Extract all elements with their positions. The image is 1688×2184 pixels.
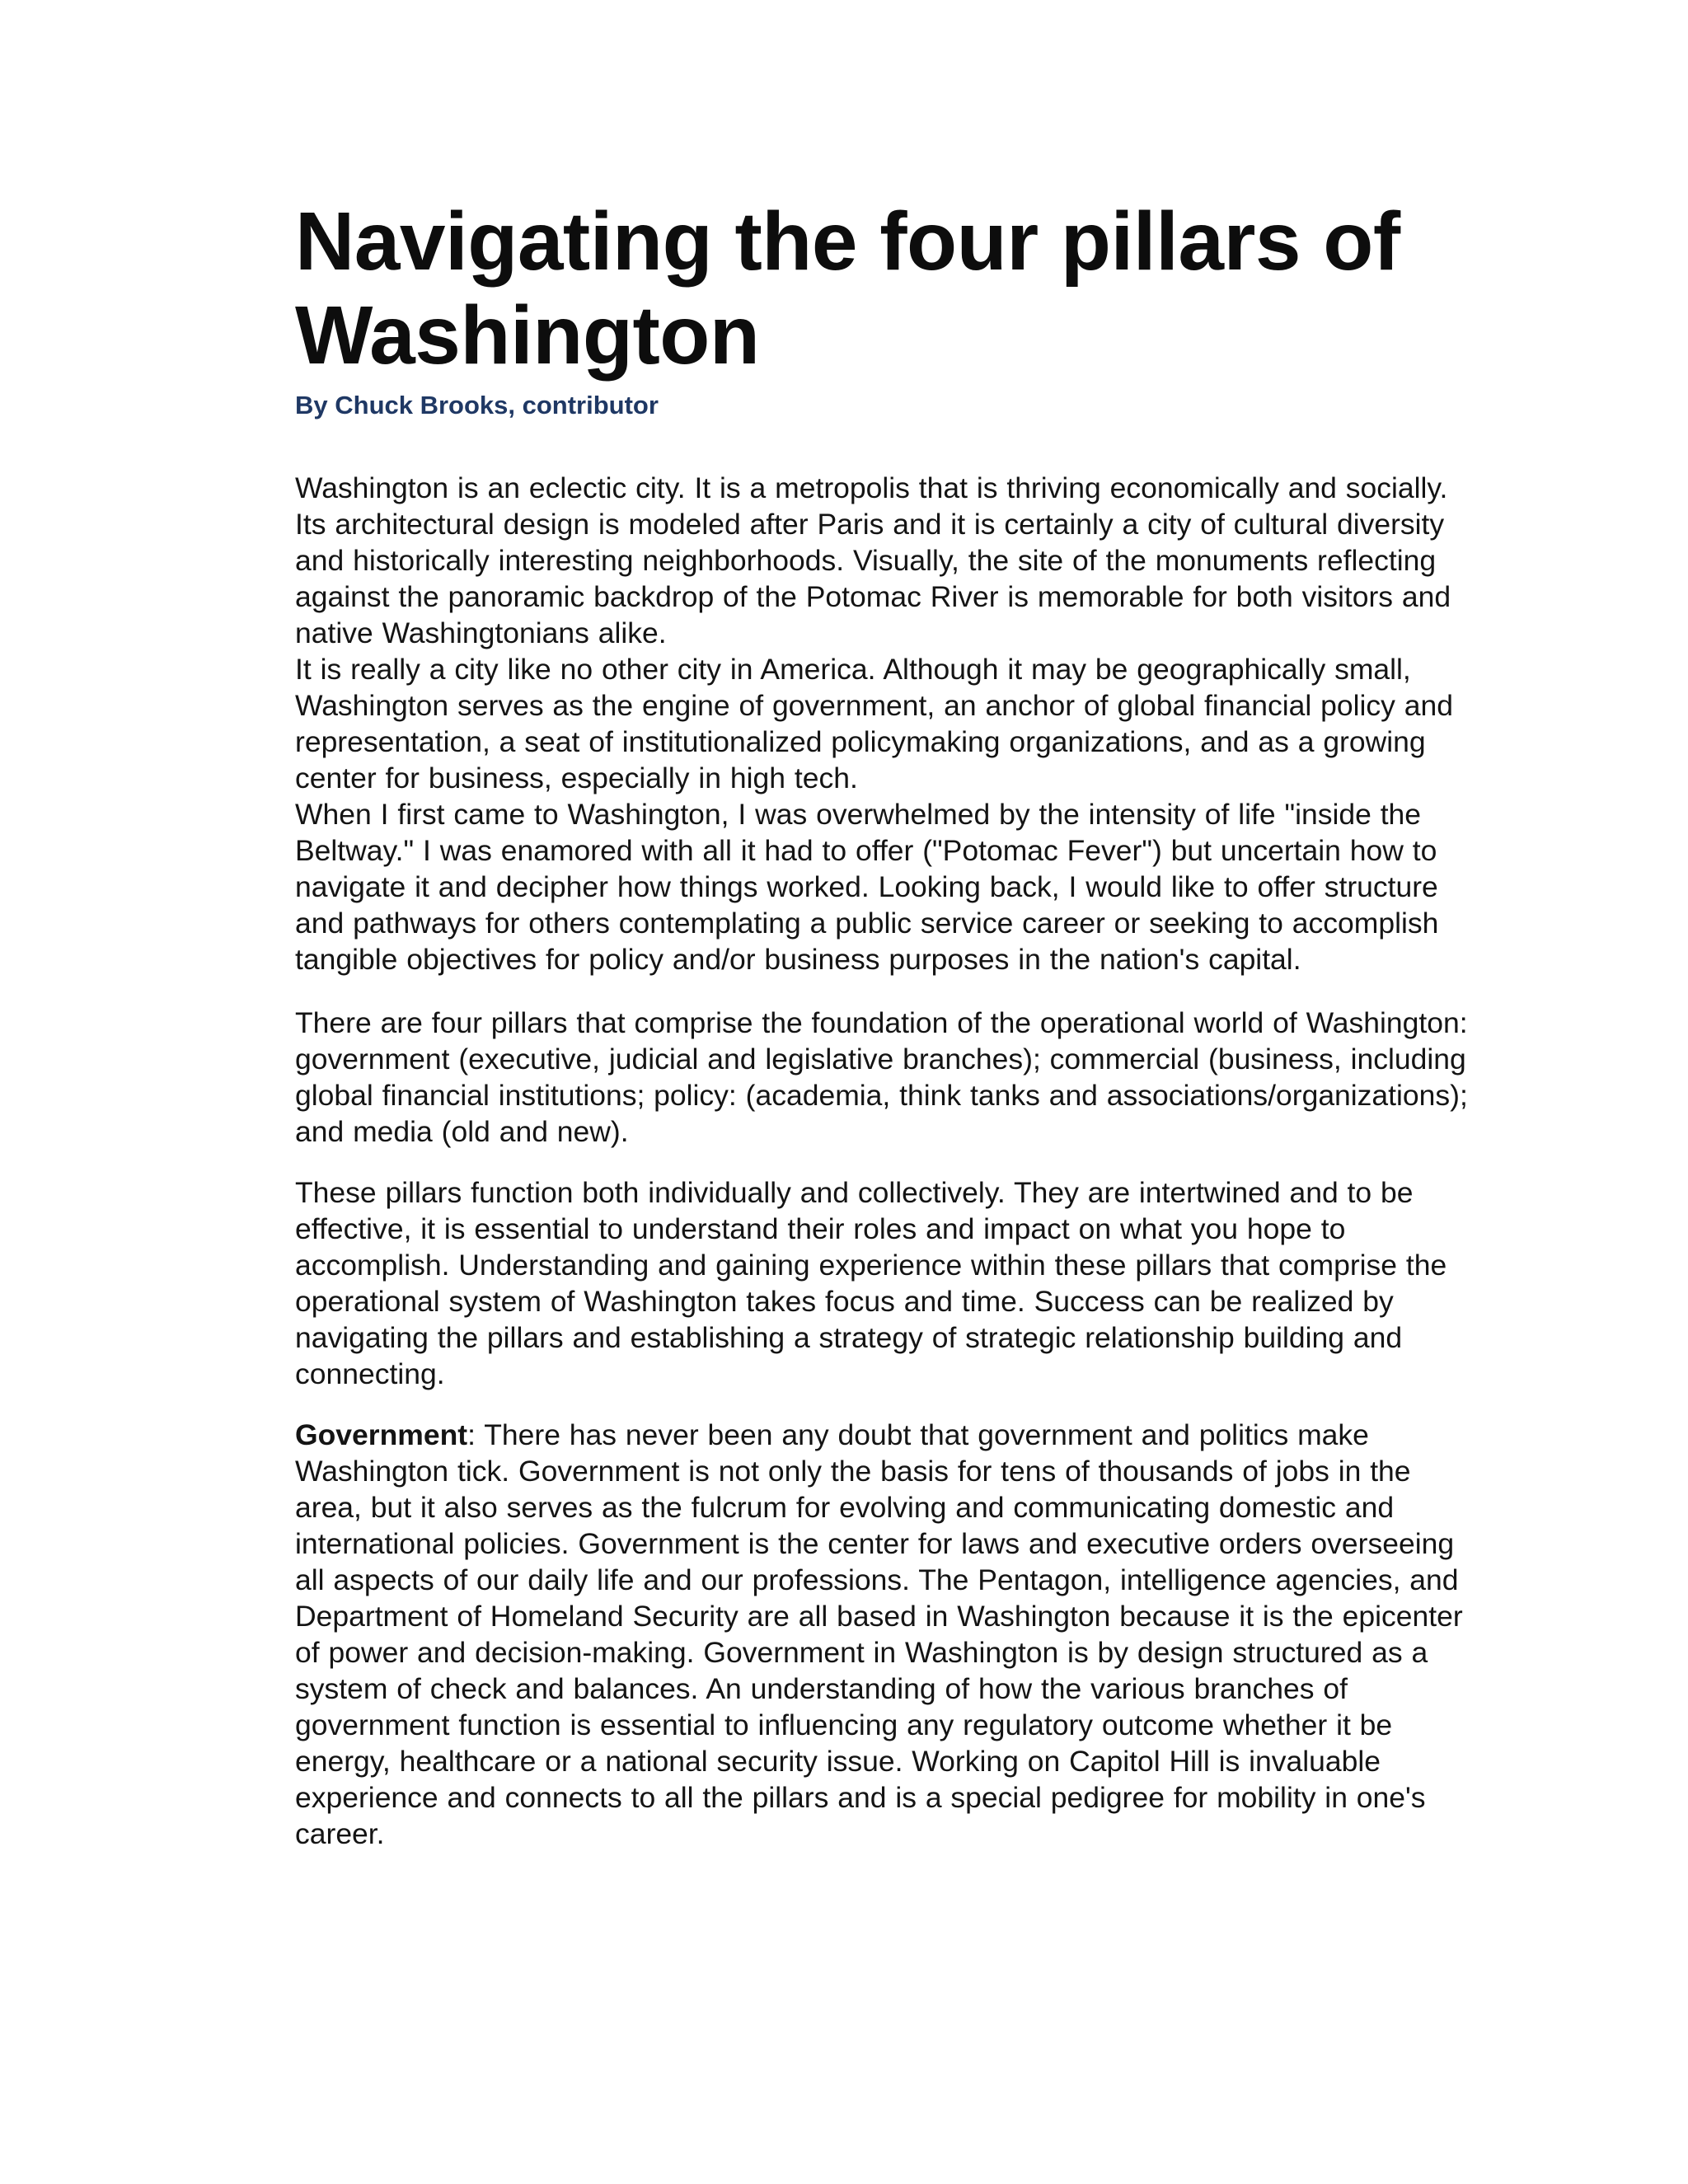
article xyxy=(295,194,1474,1852)
article-byline: By Chuck Brooks, contributor xyxy=(295,391,659,419)
paragraph-city-like-no-other: It is really a city like no other city in America. Although it may be geographically small, Washington serves as the engine of government, an anchor of global financial policy and representation, a seat of institutionalized policymaking organizations, and as a growing center for business, especially in high tech. xyxy=(295,653,1453,794)
paragraph-first-came: When I first came to Washington, I was overwhelmed by the intensity of life "inside the Beltway." I was enamored with all it had to offer ("Potomac Fever") but uncertain how to navigate it and decipher how things worked. Looking back, I would like to offer structure and pathways for others contemplating a public service career or seeking to accomplish tangible objectives for policy and/or business purposes in the nation's capital. xyxy=(295,798,1439,976)
article-body xyxy=(295,470,1474,1852)
article-title: Navigating the four pillars of Washington xyxy=(295,195,1400,382)
government-text: : There has never been any doubt that government and politics make Washington tick. Government is not only the basis for tens of thousands of jobs in the area, but it also serves as the fulcrum for evolving and communicating domestic and international policies. Government is the center for laws and executive orders overseeing all aspects of our daily life and our professions. The Pentagon, intelligence agencies, and Department of Homeland Security are all based in Washington because it is the epicenter of power and decision-making. Government in Washington is by design structured as a system of check and balances. An understanding of how the various branches of government function is essential to influencing any regulatory outcome whether it be energy, healthcare or a national security issue. Working on Capitol Hill is invaluable experience and connects to all the pillars and is a special pedigree for mobility in one's career. xyxy=(295,1418,1463,1850)
paragraph-four-pillars: There are four pillars that comprise the foundation of the operational world of Washington: government (executive, judicial and legislative branches); commercial (business, including global financial institutions; policy: (academia, think tanks and associations/organizations); and media (old and new). xyxy=(295,1006,1468,1148)
government-heading: Government xyxy=(295,1418,468,1451)
paragraph-intro: Washington is an eclectic city. It is a metropolis that is thriving economically and socially. Its architectural design is modeled after Paris and it is certainly a city of cultural diversity and historically interesting neighborhoods. Visually, the site of the monuments reflecting against the panoramic backdrop of the Potomac River is memorable for both visitors and native Washingtonians alike. xyxy=(295,471,1451,649)
paragraph-pillars-function: These pillars function both individually and collectively. They are intertwined and to be effective, it is essential to understand their roles and impact on what you hope to accomplish. Understanding and gaining experience within these pillars that comprise the operational system of Washington takes focus and time. Success can be realized by navigating the pillars and establishing a strategy of strategic relationship building and connecting. xyxy=(295,1176,1447,1390)
paragraph-government xyxy=(295,1417,1474,1852)
